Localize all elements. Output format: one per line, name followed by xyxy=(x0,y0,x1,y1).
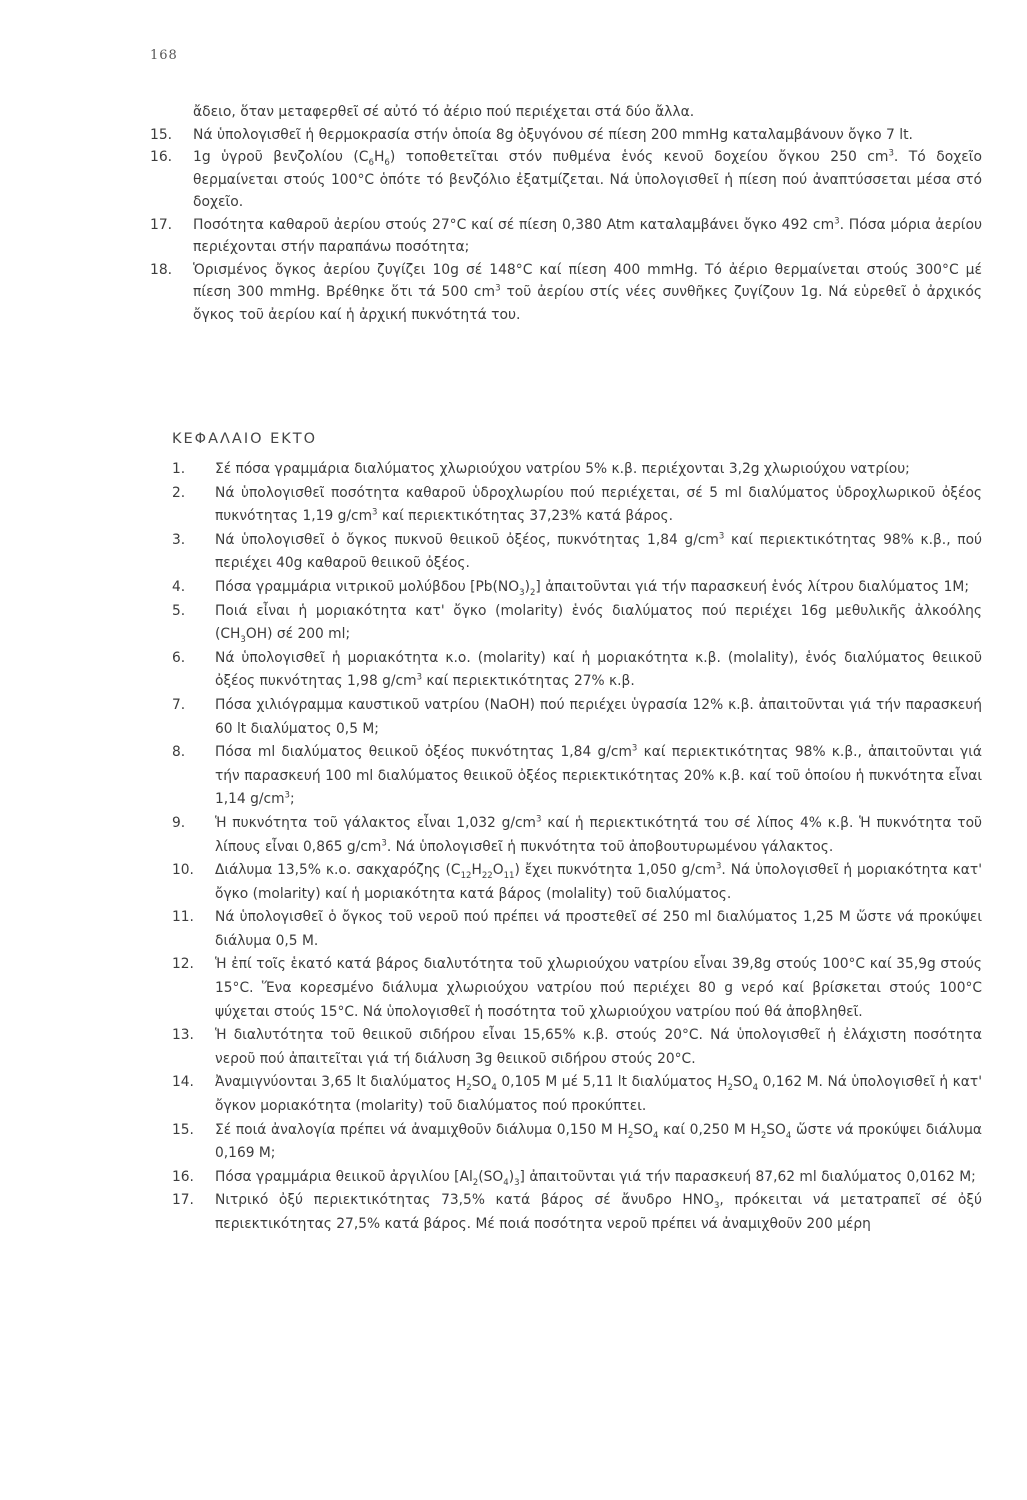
previous-chapter-exercises xyxy=(150,101,982,326)
exercise-number: 12. xyxy=(172,956,194,973)
exercise-item xyxy=(150,1189,982,1236)
exercise-text: Ἡ διαλυτότητα τοῦ θειικοῦ σιδήρου εἶναι 15,65% κ.β. στούς 20°C. Νά ὑπολογισθεῖ ἡ ἐλάχιστη ποσότητα νεροῦ πού ἀπαιτεῖται γιά τή διάλυση 3g θειικοῦ σιδήρου στούς 20°C. xyxy=(215,1027,982,1067)
exercise-number: 7. xyxy=(172,696,186,713)
exercise-number: 16. xyxy=(150,149,173,165)
exercise-text: Νά ὑπολογισθεῖ ἡ μοριακότητα κ.ο. (molarity) καί ἡ μοριακότητα κ.β. (molality), ἑνός διαλύματος θειικοῦ ὀξέος πυκνότητας 1,98 $g/cm^3$ καί περιεκτικότητας 27% κ.β. xyxy=(215,649,982,690)
exercise-number: 15. xyxy=(172,1121,194,1138)
exercise-item xyxy=(150,859,982,906)
exercise-number: 17. xyxy=(172,1192,194,1209)
chapter-six-exercises xyxy=(150,458,982,1237)
exercise-item xyxy=(150,741,982,812)
exercise-text: Σέ πόσα γραμμάρια διαλύματος χλωριούχου νατρίου 5% κ.β. περιέχονται 3,2g χλωριούχου νατρίου; xyxy=(215,461,910,477)
exercise-number: 11. xyxy=(172,909,194,926)
exercise-text: Νά ὑπολογισθεῖ ποσότητα καθαροῦ ὑδροχλωρίου πού περιέχεται, σέ 5 ml διαλύματος ὑδροχλωρικοῦ ὀξέος πυκνότητας 1,19 $g/cm^3$ καί περιεκτικότητας 37,23% κατά βάρος. xyxy=(215,484,982,525)
exercise-item xyxy=(150,694,982,741)
exercise-item xyxy=(150,600,982,647)
exercise-number: 5. xyxy=(172,602,186,619)
exercise-item xyxy=(150,214,982,259)
exercise-text: Πόσα χιλιόγραμμα καυστικοῦ νατρίου (NaOH) πού περιέχει ὑγρασία 12% κ.β. ἀπαιτοῦνται γιά τήν παρασκευή 60 lt διαλύματος 0,5 M; xyxy=(215,696,982,737)
exercise-text: Σέ ποιά ἀναλογία πρέπει νά ἀναμιχθοῦν διάλυμα 0,150 M $H_2SO_4$ καί 0,250 M $H_2SO_4$ ὥστε νά προκύψει διάλυμα 0,169 M; xyxy=(215,1121,982,1162)
exercise-number: 8. xyxy=(172,744,186,761)
exercise-item xyxy=(150,146,982,214)
exercise-text: Νά ὑπολογισθεῖ ὁ ὄγκος τοῦ νεροῦ πού πρέπει νά προστεθεῖ σέ 250 ml διαλύματος 1,25 M ὥστε νά προκύψει διάλυμα 0,5 M. xyxy=(215,909,982,949)
exercise-item xyxy=(150,576,982,600)
chapter-title: ΚΕΦΑΛΑΙΟ ΕΚΤΟ xyxy=(172,431,318,447)
continued-text: ἄδειο, ὅταν μεταφερθεῖ σέ αὐτό τό ἀέριο πού περιέχεται στά δύο ἄλλα. xyxy=(193,104,695,120)
exercise-item xyxy=(150,259,982,327)
exercise-text: Πόσα γραμμάρια θειικοῦ ἀργιλίου $[Al_2(SO_4)_3]$ ἀπαιτοῦνται γιά τήν παρασκευή 87,62 ml διαλύματος 0,0162 M; xyxy=(215,1168,976,1188)
exercise-number: 15. xyxy=(150,126,173,143)
exercise-text: Ὁρισμένος ὄγκος ἀερίου ζυγίζει 10g σέ 148°C καί πίεση 400 mmHg. Τό ἀέριο θερμαίνεται στούς 300°C μέ πίεση 300 mmHg. Βρέθηκε ὅτι τά 500 $cm^3$ τοῦ ἀερίου στίς νέες συνθῆκες ζυγίζουν 1g. Νά εὑρεθεῖ ὁ ἀρχικός ὄγκος τοῦ ἀερίου καί ἡ ἀρχική πυκνότητά του. xyxy=(193,261,982,323)
exercise-item xyxy=(150,458,982,482)
exercise-number: 1. xyxy=(172,461,186,477)
exercise-item xyxy=(150,1119,982,1166)
exercise-item xyxy=(150,906,982,953)
exercise-list xyxy=(150,124,982,327)
exercise-item xyxy=(150,953,982,1024)
exercise-number: 17. xyxy=(150,216,173,233)
exercise-number: 2. xyxy=(172,484,186,501)
exercise-number: 3. xyxy=(172,531,186,548)
exercise-item xyxy=(150,1024,982,1071)
exercise-list xyxy=(150,458,982,1237)
exercise-text: Πόσα γραμμάρια νιτρικοῦ μολύβδου $[Pb(NO_3)_2]$ ἀπαιτοῦνται γιά τήν παρασκευή ἑνός λίτρου διαλύματος 1M; xyxy=(215,578,969,598)
exercise-item xyxy=(150,1071,982,1118)
exercise-item xyxy=(150,812,982,859)
exercise-number: 4. xyxy=(172,578,186,595)
exercise-item xyxy=(150,647,982,694)
exercise-number: 10. xyxy=(172,862,194,879)
exercise-number: 9. xyxy=(172,814,186,831)
exercise-text: Νά ὑπολογισθεῖ ἡ θερμοκρασία στήν ὁποία 8g ὀξυγόνου σέ πίεση 200 mmHg καταλαμβάνουν ὄγκο 7 lt. xyxy=(193,126,913,143)
exercise-item xyxy=(150,124,982,147)
exercise-number: 13. xyxy=(172,1027,194,1044)
exercise-text: Ἡ ἐπί τοῖς ἑκατό κατά βάρος διαλυτότητα τοῦ χλωριούχου νατρίου εἶναι 39,8g στούς 100°C καί 35,9g στούς 15°C. Ἕνα κορεσμένο διάλυμα χλωριούχου νατρίου πού περιέχει 80 g νερό καί βρίσκεται στούς 100°C ψύχεται στούς 15°C. Νά ὑπολογισθεῖ ἡ ποσότητα τοῦ χλωριούχου νατρίου πού θά ἀποβληθεῖ. xyxy=(215,956,982,1020)
exercise-text: Ποσότητα καθαροῦ ἀερίου στούς 27°C καί σέ πίεση 0,380 Atm καταλαμβάνει ὄγκο 492 $cm^3$. Πόσα μόρια ἀερίου περιέχονται στήν παραπάνω ποσότητα; xyxy=(193,215,983,255)
exercise-text: Νά ὑπολογισθεῖ ὁ ὄγκος πυκνοῦ θειικοῦ ὀξέος, πυκνότητας 1,84 $g/cm^3$ καί περιεκτικότητας 98% κ.β., πού περιέχει 40g καθαροῦ θειικοῦ ὀξέος. xyxy=(215,531,982,572)
exercise-text: Νιτρικό ὀξύ περιεκτικότητας 73,5% κατά βάρος σέ ἄνυδρο $HNO_3$, πρόκειται νά μετατραπεῖ σέ ὀξύ περιεκτικότητας 27,5% κατά βάρος. Μέ ποιά ποσότητα νεροῦ πρέπει νά ἀναμιχθοῦν 200 μέρη xyxy=(215,1192,982,1232)
exercise-text: Ἀναμιγνύονται 3,65 lt διαλύματος $H_2SO_4$ 0,105 M μέ 5,11 lt διαλύματος $H_2SO_4$ 0,162 M. Νά ὑπολογισθεῖ ἡ κατ' ὄγκον μοριακότητα (molarity) τοῦ διαλύματος πού προκύπτει. xyxy=(215,1074,982,1115)
exercise-text: Πόσα ml διαλύματος θειικοῦ ὀξέος πυκνότητας 1,84 $g/cm^3$ καί περιεκτικότητας 98% κ.β., ἀπαιτοῦνται γιά τήν παρασκευή 100 ml διαλύματος θειικοῦ ὀξέος περιεκτικότητας 20% κ.β. καί τοῦ ὁποίου ἡ πυκνότητα εἶναι 1,14 $g/cm^3$; xyxy=(215,743,982,808)
exercise-text: Ποιά εἶναι ἡ μοριακότητα κατ' ὄγκο (molarity) ἑνός διαλύματος πού περιέχει 16g μεθυλικῆς ἀλκοόλης $(CH_3OH)$ σέ 200 ml; xyxy=(215,602,982,645)
exercise-item xyxy=(150,1166,982,1190)
exercise-number: 14. xyxy=(172,1074,194,1091)
exercise-text: Διάλυμα 13,5% κ.ο. σακχαρόζης $(C_{12}H_{22}O_{11})$ ἔχει πυκνότητα 1,050 $g/cm^3$. Νά ὑπολογισθεῖ ἡ μοριακότητα κατ' ὄγκο (molarity) καί ἡ μοριακότητα κατά βάρος (molality) τοῦ διαλύματος. xyxy=(215,861,983,902)
exercise-number: 18. xyxy=(150,261,173,278)
exercise-item xyxy=(150,529,982,576)
exercise-item xyxy=(150,482,982,529)
exercise-text: Ἡ πυκνότητα τοῦ γάλακτος εἶναι 1,032 $g/cm^3$ καί ἡ περιεκτικότητά του σέ λίπος 4% κ.β. Ἡ πυκνότητα τοῦ λίπους εἶναι 0,865 $g/cm^3$. Νά ὑπολογισθεῖ ἡ πυκνότητα τοῦ ἀποβουτυρωμένου γάλακτος. xyxy=(215,814,982,855)
page-number: 168 xyxy=(150,48,178,63)
exercise-number: 6. xyxy=(172,649,186,666)
exercise-text: 1g ὑγροῦ βενζολίου $(C_6H_6)$ τοποθετεῖται στόν πυθμένα ἑνός κενοῦ δοχείου ὄγκου 250 $cm^3$. Τό δοχεῖο θερμαίνεται στούς 100°C ὁπότε τό βενζόλιο ἐξατμίζεται. Νά ὑπολογισθεῖ ἡ πίεση πού ἀναπτύσσεται μέσα στό δοχεῖο. xyxy=(193,148,982,210)
exercise-number: 16. xyxy=(172,1168,194,1185)
